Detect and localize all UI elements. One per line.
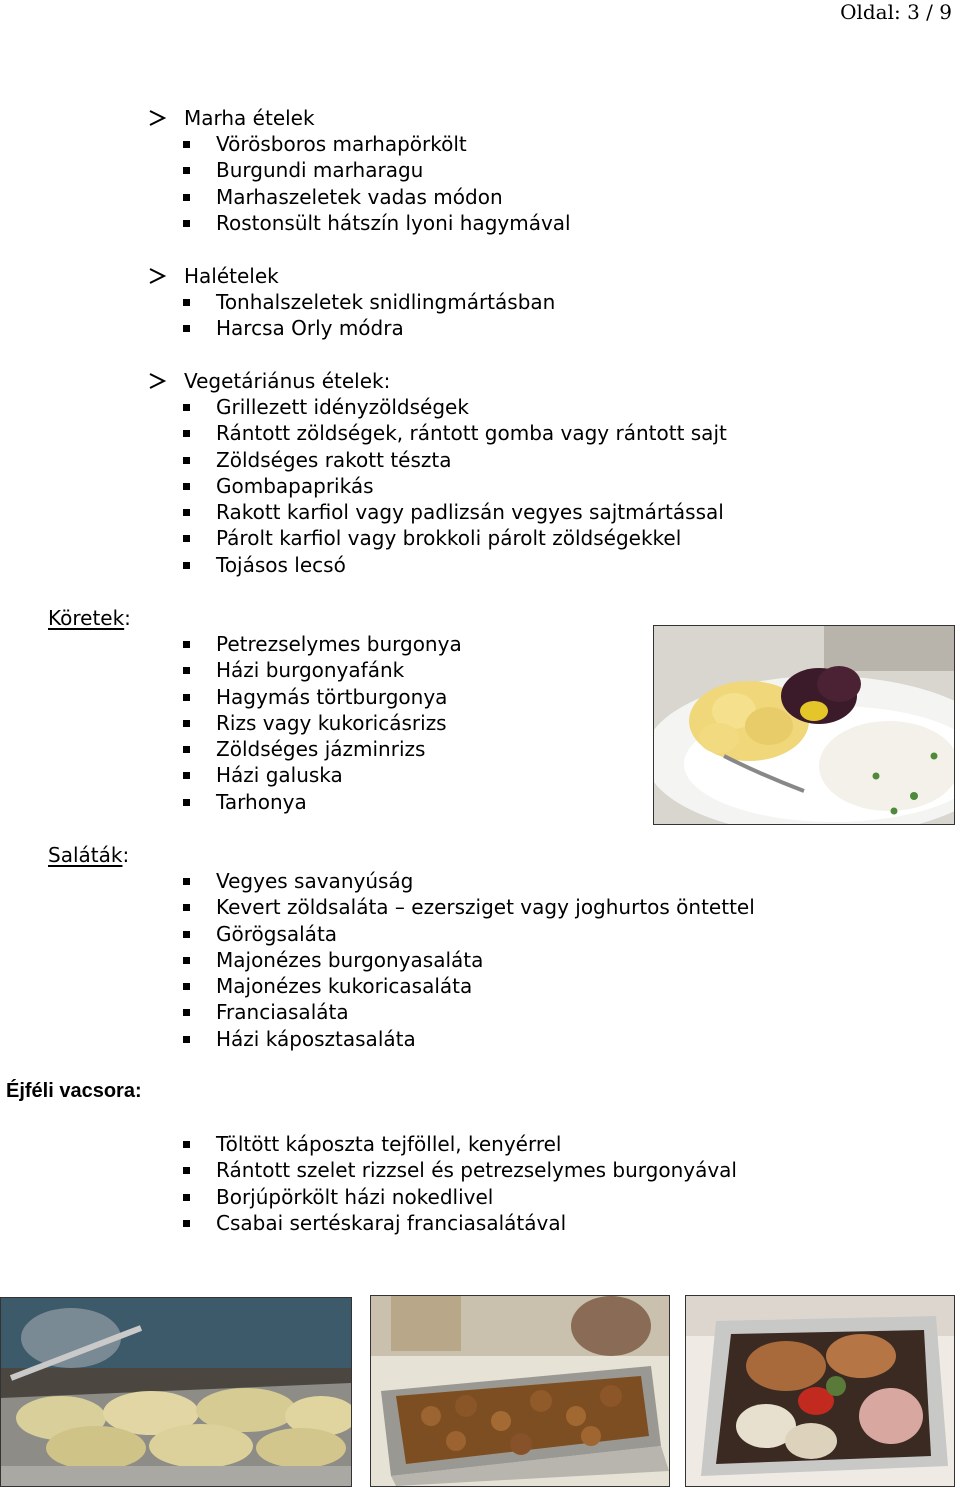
square-bullet-icon bbox=[183, 430, 190, 437]
plate-photo-illustration bbox=[654, 626, 954, 824]
arrow-bullet-icon bbox=[148, 368, 170, 394]
square-bullet-icon bbox=[183, 931, 190, 938]
square-bullet-icon bbox=[183, 535, 190, 542]
square-bullet-icon bbox=[183, 720, 190, 727]
cabbage-tray-illustration bbox=[1, 1298, 351, 1486]
arrow-bullet-icon bbox=[148, 105, 170, 131]
square-bullet-icon bbox=[183, 772, 190, 779]
square-bullet-icon bbox=[183, 904, 190, 911]
midnight-dinner-heading: Éjféli vacsora: bbox=[6, 1080, 142, 1102]
square-bullet-icon bbox=[183, 483, 190, 490]
arrow-bullet-icon bbox=[148, 263, 170, 289]
square-bullet-icon bbox=[183, 983, 190, 990]
meat-platter-illustration bbox=[686, 1296, 954, 1486]
fried-tray-illustration bbox=[371, 1296, 669, 1486]
square-bullet-icon bbox=[183, 325, 190, 332]
meat-platter-photo bbox=[685, 1295, 955, 1487]
square-bullet-icon bbox=[183, 878, 190, 885]
square-bullet-icon bbox=[183, 957, 190, 964]
square-bullet-icon bbox=[183, 641, 190, 648]
square-bullet-icon bbox=[183, 457, 190, 464]
square-bullet-icon bbox=[183, 167, 190, 174]
square-bullet-icon bbox=[183, 1009, 190, 1016]
square-bullet-icon bbox=[183, 1167, 190, 1174]
square-bullet-icon bbox=[183, 562, 190, 569]
category-title: Marha ételek bbox=[184, 106, 315, 130]
square-bullet-icon bbox=[183, 1194, 190, 1201]
square-bullet-icon bbox=[183, 509, 190, 516]
square-bullet-icon bbox=[183, 1036, 190, 1043]
square-bullet-icon bbox=[183, 194, 190, 201]
square-bullet-icon bbox=[183, 141, 190, 148]
square-bullet-icon bbox=[183, 299, 190, 306]
fried-meat-photo bbox=[370, 1295, 670, 1487]
salads-heading: Saláták: bbox=[48, 843, 130, 867]
page-number: Oldal: 3 / 9 bbox=[840, 0, 952, 24]
square-bullet-icon bbox=[183, 404, 190, 411]
square-bullet-icon bbox=[183, 667, 190, 674]
category-title: Halételek bbox=[184, 264, 279, 288]
square-bullet-icon bbox=[183, 220, 190, 227]
square-bullet-icon bbox=[183, 1141, 190, 1148]
stuffed-cabbage-photo bbox=[0, 1297, 352, 1487]
square-bullet-icon bbox=[183, 694, 190, 701]
side-dish-photo bbox=[653, 625, 955, 825]
square-bullet-icon bbox=[183, 746, 190, 753]
square-bullet-icon bbox=[183, 1220, 190, 1227]
sides-heading: Köretek: bbox=[48, 606, 131, 630]
square-bullet-icon bbox=[183, 799, 190, 806]
category-title: Vegetáriánus ételek: bbox=[184, 369, 391, 393]
